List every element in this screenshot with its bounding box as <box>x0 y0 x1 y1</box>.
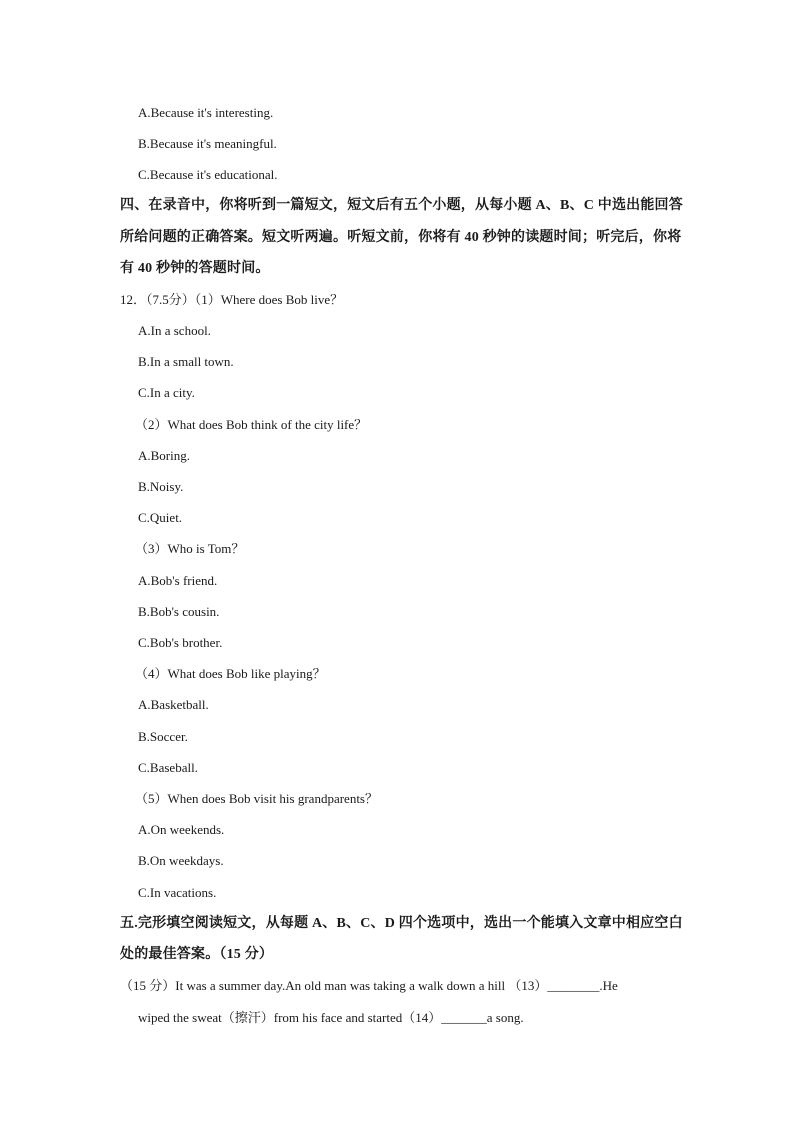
option-12-4-c: C.Baseball. <box>138 760 198 775</box>
option-12-4-a: A.Basketball. <box>138 697 209 712</box>
section4-instruction-line3: 有 40 秒钟的答题时间。 <box>120 261 270 276</box>
section4-instruction-line1: 四、在录音中，你将听到一篇短文，短文后有五个小题，从每小题 A、B、C 中选出能回答 <box>120 198 683 213</box>
passage-line-2: wiped the sweat（擦汗）from his face and started（14）_______a song. <box>138 1010 524 1025</box>
section4-instruction-line2: 所给问题的正确答案。短文听两遍。听短文前，你将有 40 秒钟的读题时间；听完后，你将 <box>120 230 682 245</box>
option-11-a: A.Because it's interesting. <box>138 105 274 120</box>
option-12-2-b: B.Noisy. <box>138 479 184 494</box>
option-12-2-a: A.Boring. <box>138 448 190 463</box>
question-12-5: （5）When does Bob visit his grandparents？ <box>135 791 378 806</box>
option-12-3-a: A.Bob's friend. <box>138 573 218 588</box>
option-12-1-c: C.In a city. <box>138 385 195 400</box>
question-12-header: 12．（7.5分）（1）Where does Bob live？ <box>120 292 344 307</box>
question-12-2: （2）What does Bob think of the city life？ <box>135 417 368 432</box>
option-12-5-c: C.In vacations. <box>138 885 217 900</box>
question-12-3: （3）Who is Tom？ <box>135 541 245 556</box>
section5-instruction-line1: 五.完形填空阅读短文，从每题 A、B、C、D 四个选项中，选出一个能填入文章中相应空白 <box>120 916 683 931</box>
option-11-b: B.Because it's meaningful. <box>138 136 277 151</box>
option-12-2-c: C.Quiet. <box>138 510 183 525</box>
option-12-5-a: A.On weekends. <box>138 822 225 837</box>
section5-instruction-line2: 处的最佳答案。（15 分） <box>120 947 274 962</box>
option-12-1-b: B.In a small town. <box>138 354 234 369</box>
option-12-3-b: B.Bob's cousin. <box>138 604 220 619</box>
option-12-1-a: A.In a school. <box>138 323 211 338</box>
option-12-4-b: B.Soccer. <box>138 729 188 744</box>
passage-line-1: （15 分）It was a summer day.An old man was taking a walk down a hill （13）________.He <box>120 978 618 993</box>
question-12-4: （4）What does Bob like playing？ <box>135 666 326 681</box>
option-12-5-b: B.On weekdays. <box>138 853 224 868</box>
option-12-3-c: C.Bob's brother. <box>138 635 223 650</box>
option-11-c: C.Because it's educational. <box>138 167 278 182</box>
